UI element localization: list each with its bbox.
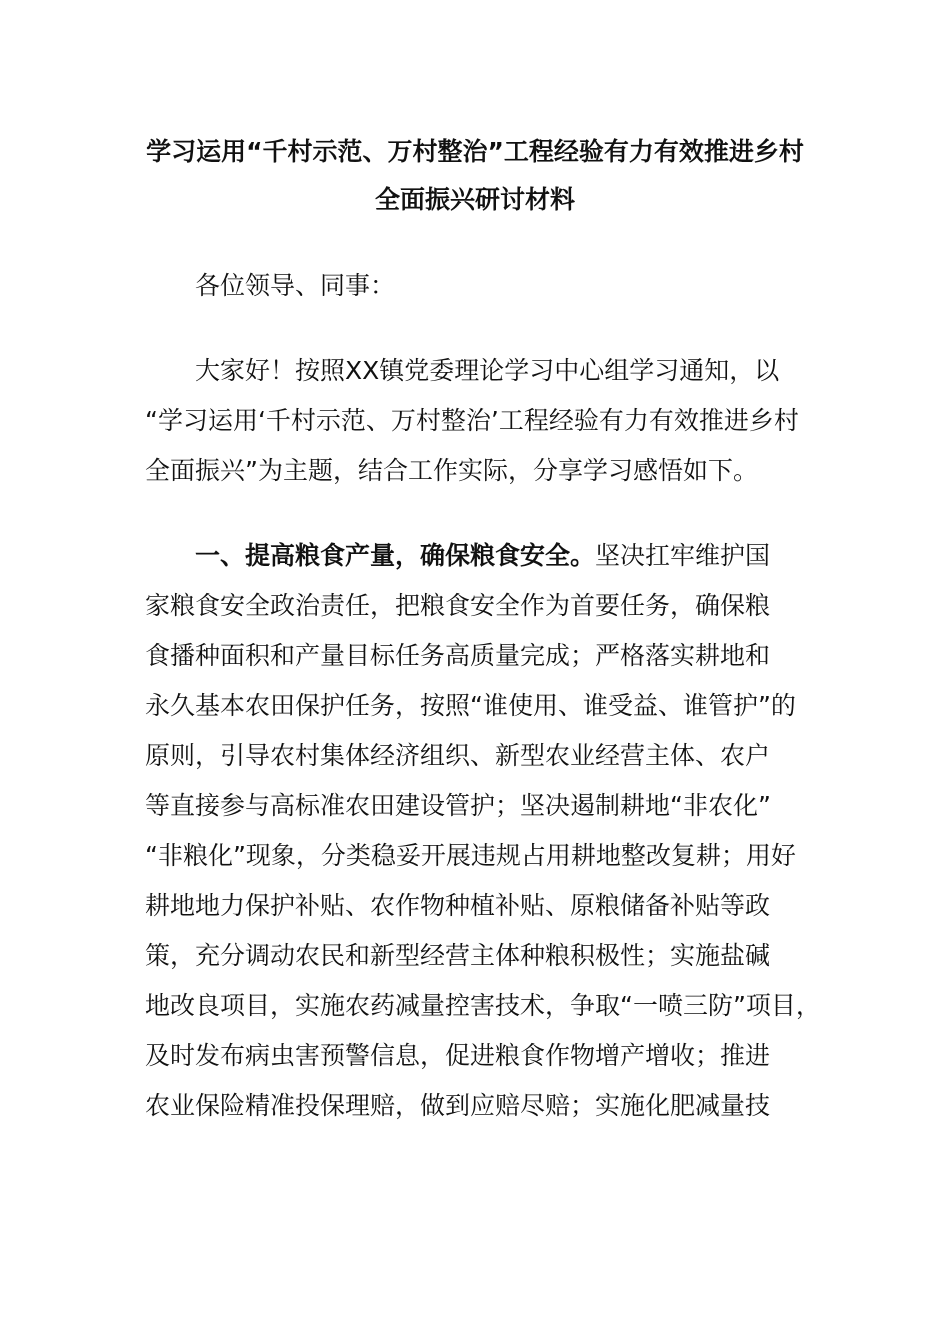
section-1-first-line <box>195 541 770 571</box>
intro-line-1: 大家好！按照XX镇党委理论学习中心组学习通知，以 <box>195 356 780 385</box>
intro-line-3: 全面振兴”为主题，结合工作实际，分享学习感悟如下。 <box>145 456 758 485</box>
salutation: 各位领导、同事： <box>195 271 396 300</box>
section-1-line: “非粮化”现象，分类稳妥开展违规占用耕地整改复耕；用好 <box>145 841 796 870</box>
section-1-line: 地改良项目，实施农药减量控害技术，争取“一喷三防”项目， <box>145 991 821 1020</box>
document-title-line-1: 学习运用“千村示范、万村整治”工程经验有力有效推进乡村 <box>146 137 804 166</box>
section-1-line: 家粮食安全政治责任，把粮食安全作为首要任务，确保粮 <box>145 591 771 620</box>
section-1-line: 永久基本农田保护任务，按照“谁使用、谁受益、谁管护”的 <box>145 691 796 720</box>
section-1-first-line-rest: 坚决扛牢维护国 <box>595 541 771 570</box>
section-1-line: 原则，引导农村集体经济组织、新型农业经营主体、农户 <box>145 741 771 770</box>
section-1-line: 及时发布病虫害预警信息，促进粮食作物增产增收；推进 <box>145 1041 771 1070</box>
section-1-line: 等直接参与高标准农田建设管护；坚决遏制耕地“非农化” <box>145 791 771 820</box>
section-1-line: 耕地地力保护补贴、农作物种植补贴、原粮储备补贴等政 <box>145 891 771 920</box>
intro-line-2: “学习运用‘千村示范、万村整治’工程经验有力有效推进乡村 <box>145 406 799 435</box>
section-1-line: 农业保险精准投保理赔，做到应赔尽赔；实施化肥减量技 <box>145 1091 771 1120</box>
document-title-line-2: 全面振兴研讨材料 <box>374 185 575 214</box>
section-1-heading: 一、提高粮食产量，确保粮食安全。 <box>195 541 596 570</box>
section-1-line: 食播种面积和产量目标任务高质量完成；严格落实耕地和 <box>145 641 771 670</box>
section-1-line: 策，充分调动农民和新型经营主体种粮积极性；实施盐碱 <box>145 941 771 970</box>
